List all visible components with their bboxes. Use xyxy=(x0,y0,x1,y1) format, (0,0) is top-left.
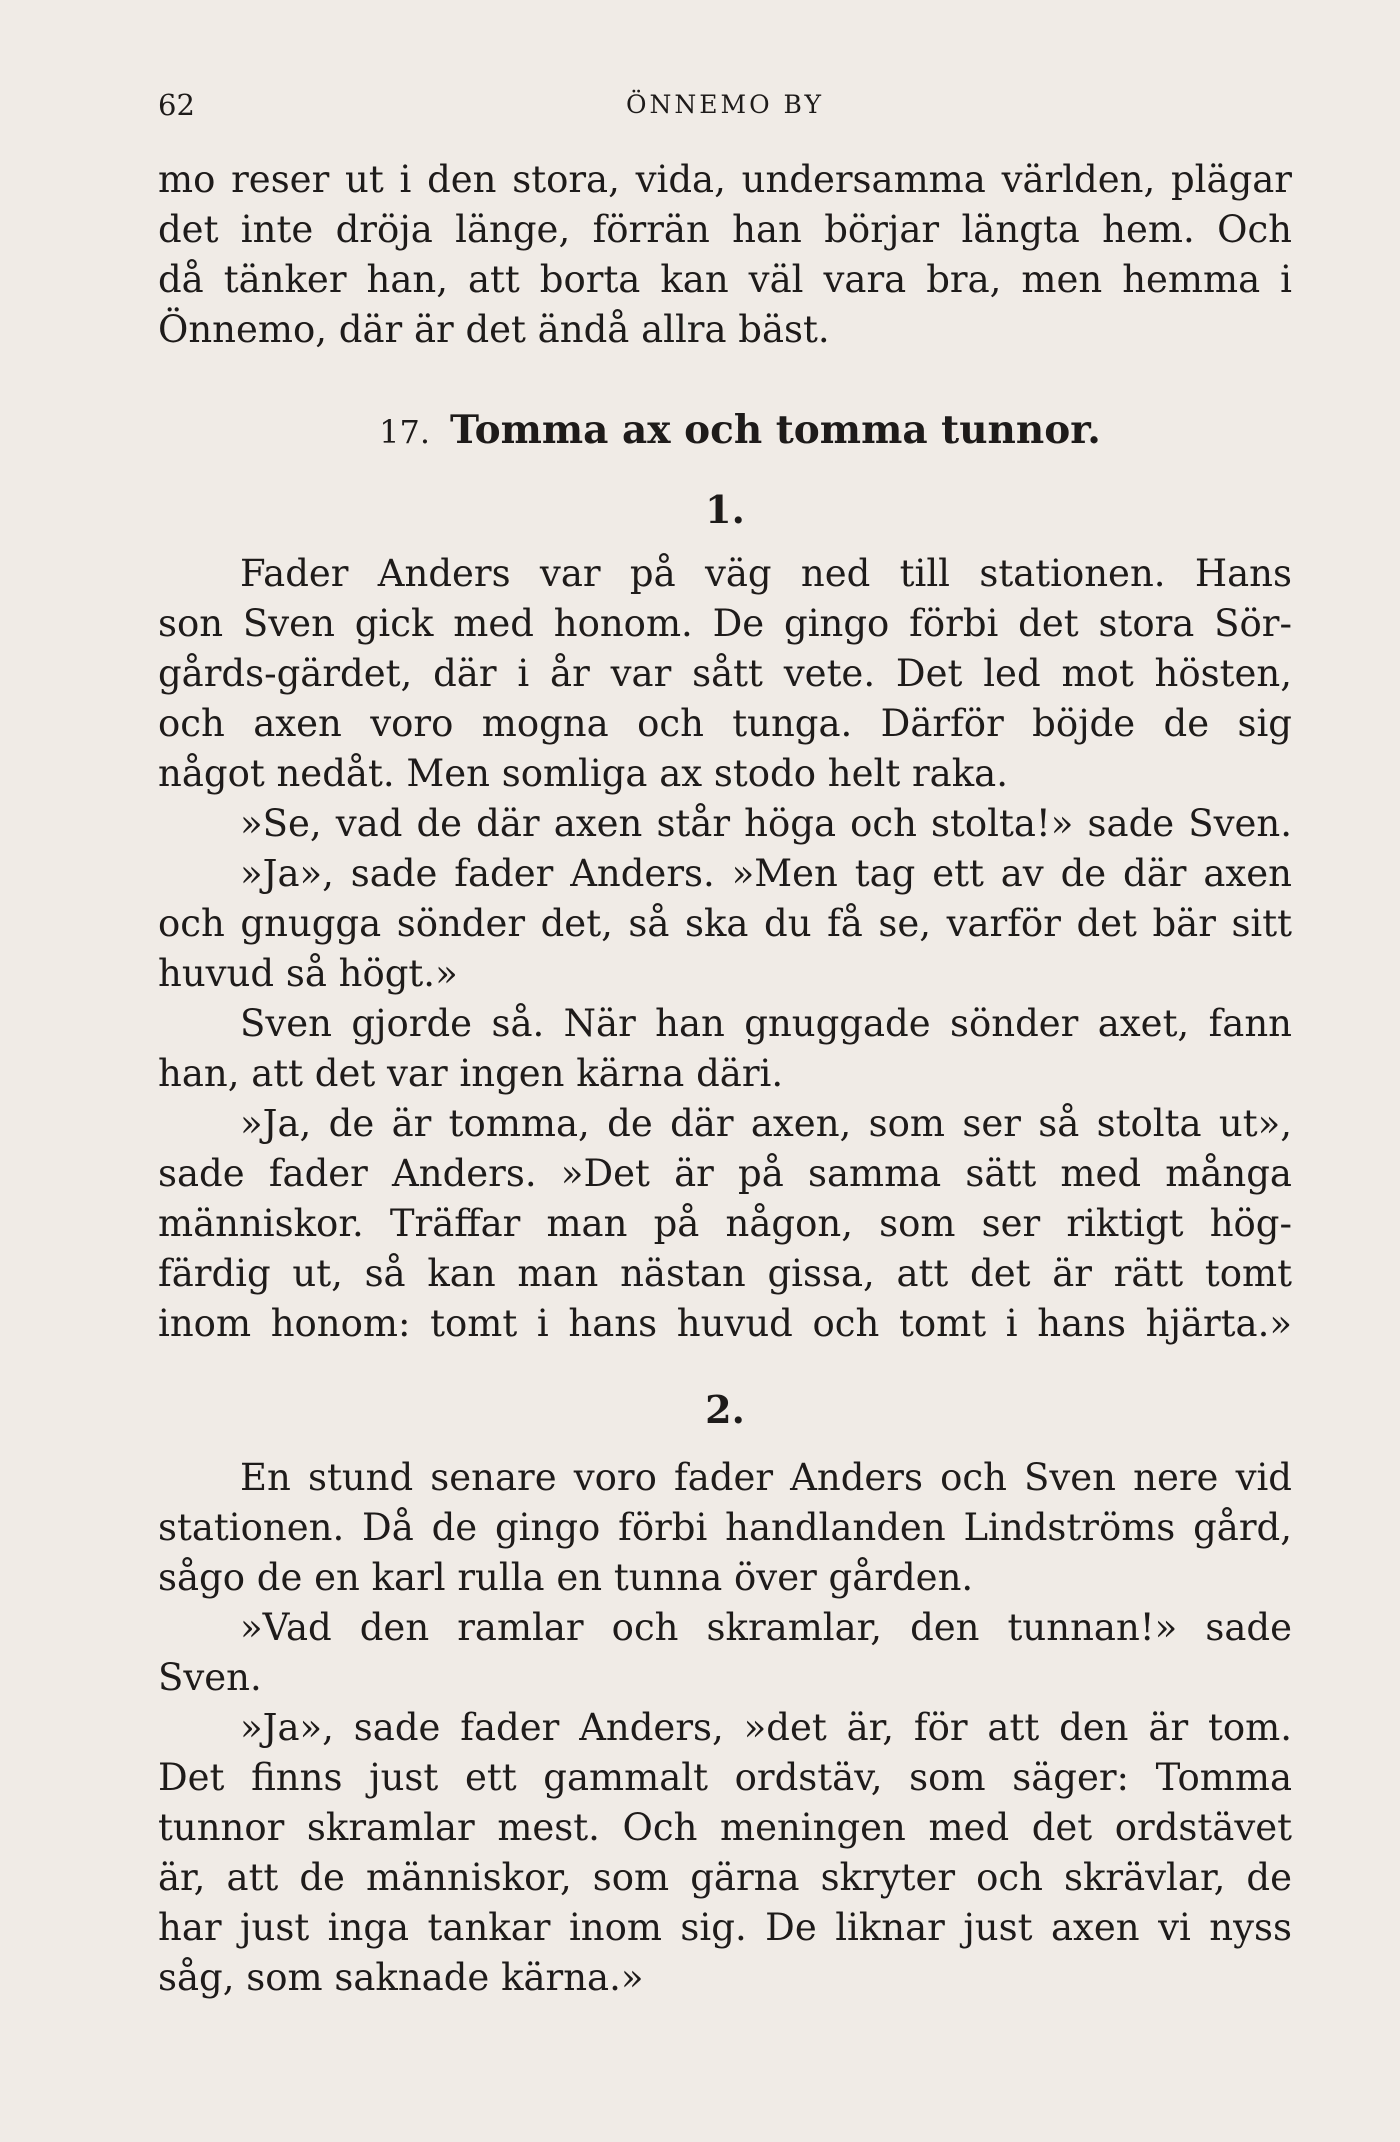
text-line: »Ja», sade fader Anders. »Men tag ett av de där axen xyxy=(240,852,1292,895)
body-text xyxy=(158,155,1292,2003)
chapter-title: Tomma ax och tomma tunnor. xyxy=(450,407,1101,453)
section-number: 1. xyxy=(705,487,745,532)
running-head xyxy=(158,88,1292,128)
text-line: mo reser ut i den stora, vida, undersamma världen, plägar xyxy=(158,158,1292,201)
text-line: är, att de människor, som gärna skryter och skrävlar, de xyxy=(158,1856,1292,1899)
text-line: son Sven gick med honom. De gingo förbi det stora Sör- xyxy=(158,602,1292,645)
text-line: sade fader Anders. »Det är på samma sätt med många xyxy=(158,1152,1292,1195)
chapter-number: 17. xyxy=(379,413,431,451)
chapter-heading xyxy=(158,355,1292,455)
text-line: En stund senare voro fader Anders och Sven nere vid xyxy=(240,1456,1292,1499)
text-line: Önnemo, där är det ändå allra bäst. xyxy=(158,308,830,351)
text-line: »Se, vad de där axen står höga och stolta!» sade Sven. xyxy=(240,802,1292,845)
text-line: då tänker han, att borta kan väl vara bra, men hemma i xyxy=(158,258,1292,301)
text-line: Fader Anders var på väg ned till stationen. Hans xyxy=(240,552,1292,595)
text-line: »Ja», sade fader Anders, »det är, för att den är tom. xyxy=(240,1706,1292,1749)
text-line: huvud så högt.» xyxy=(158,952,458,995)
text-line: och axen voro mogna och tunga. Därför böjde de sig xyxy=(158,702,1292,745)
text-line: har just inga tankar inom sig. De liknar just axen vi nyss xyxy=(158,1906,1292,1949)
text-line: Det finns just ett gammalt ordstäv, som säger: Tomma xyxy=(158,1756,1292,1799)
text-line: något nedåt. Men somliga ax stodo helt raka. xyxy=(158,752,1008,795)
text-line: »Ja, de är tomma, de där axen, som ser så stolta ut», xyxy=(240,1102,1292,1145)
text-line: »Vad den ramlar och skramlar, den tunnan!» sade xyxy=(240,1606,1292,1649)
section-1-text xyxy=(158,549,1292,1349)
section-number: 2. xyxy=(705,1387,745,1432)
text-line: såg, som saknade kärna.» xyxy=(158,1956,644,1999)
text-line: Sven gjorde så. När han gnuggade sönder axet, fann xyxy=(240,1002,1292,1045)
text-line: han, att det var ingen kärna däri. xyxy=(158,1052,784,1095)
text-line: människor. Träffar man på någon, som ser riktigt hög- xyxy=(158,1202,1292,1245)
text-line: tunnor skramlar mest. Och meningen med det ordstävet xyxy=(158,1806,1292,1849)
text-line: färdig ut, så kan man nästan gissa, att det är rätt tomt xyxy=(158,1252,1292,1295)
running-title: ÖNNEMO BY xyxy=(626,90,824,119)
intro-paragraph xyxy=(158,155,1292,355)
text-line: det inte dröja länge, förrän han börjar längta hem. Och xyxy=(158,208,1292,251)
text-line: stationen. Då de gingo förbi handlanden Lindströms gård, xyxy=(158,1506,1292,1549)
text-line: gårds-gärdet, där i år var sått vete. Det led mot hösten, xyxy=(158,652,1292,695)
text-line: inom honom: tomt i hans huvud och tomt i hans hjärta.» xyxy=(158,1302,1292,1345)
text-line: Sven. xyxy=(158,1656,262,1699)
page-number: 62 xyxy=(158,88,195,122)
section-2-text xyxy=(158,1453,1292,2003)
text-line: och gnugga sönder det, så ska du få se, varför det bär sitt xyxy=(158,902,1292,945)
text-line: sågo de en karl rulla en tunna över gården. xyxy=(158,1556,974,1599)
